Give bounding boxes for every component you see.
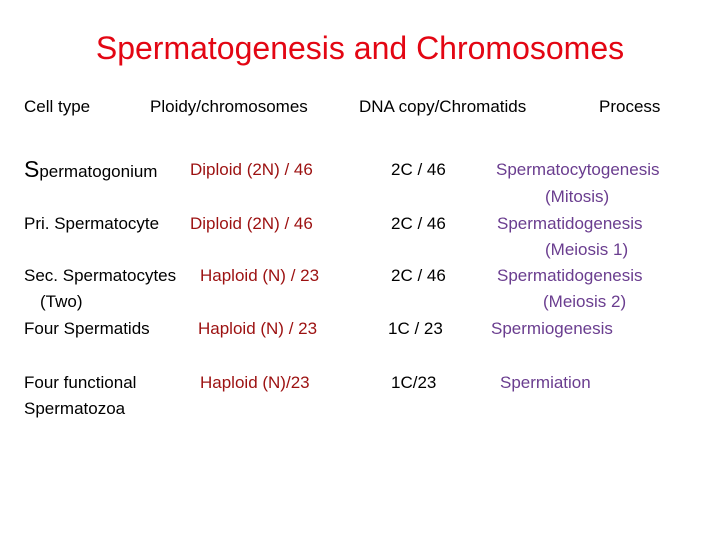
ploidy-spermatids: Haploid (N) / 23 [198, 319, 318, 338]
cell-type-secondary-spermatocytes-count: (Two) [40, 292, 83, 311]
cell-type-spermatozoa-line2: Spermatozoa [24, 399, 126, 418]
process-meiosis-1: (Meiosis 1) [545, 240, 629, 259]
cell-type-initial: S [24, 156, 40, 182]
slide-title: Spermatogenesis and Chromosomes [95, 30, 625, 66]
process-meiosis-2: (Meiosis 2) [543, 292, 627, 311]
cell-type-secondary-spermatocytes: Sec. Spermatocytes [24, 266, 177, 285]
ploidy-primary-spermatocyte: Diploid (2N) / 46 [190, 214, 313, 233]
process-spermatidogenesis-2: Spermatidogenesis [497, 266, 643, 285]
process-spermiogenesis: Spermiogenesis [491, 319, 613, 338]
process-mitosis: (Mitosis) [545, 187, 610, 206]
header-cell-type: Cell type [24, 97, 91, 116]
dna-spermatids: 1C / 23 [388, 319, 443, 338]
dna-spermatozoa: 1C/23 [391, 373, 437, 392]
header-process: Process [599, 97, 661, 116]
ploidy-spermatozoa: Haploid (N)/23 [200, 373, 310, 392]
cell-type-spermatozoa: Four functional [24, 373, 137, 392]
process-spermatocytogenesis: Spermatocytogenesis [496, 160, 660, 179]
cell-type-spermatogonium [24, 156, 157, 185]
cell-type-rest: permatogonium [39, 162, 158, 181]
process-spermatidogenesis-1: Spermatidogenesis [497, 214, 643, 233]
header-ploidy: Ploidy/chromosomes [150, 97, 308, 116]
dna-primary-spermatocyte: 2C / 46 [391, 214, 446, 233]
dna-spermatogonium: 2C / 46 [391, 160, 446, 179]
dna-secondary-spermatocytes: 2C / 46 [391, 266, 446, 285]
cell-type-spermatids: Four Spermatids [24, 319, 150, 338]
cell-type-primary-spermatocyte: Pri. Spermatocyte [24, 214, 160, 233]
process-spermiation: Spermiation [500, 373, 591, 392]
ploidy-spermatogonium: Diploid (2N) / 46 [190, 160, 313, 179]
ploidy-secondary-spermatocytes: Haploid (N) / 23 [200, 266, 320, 285]
header-dna: DNA copy/Chromatids [359, 97, 527, 116]
